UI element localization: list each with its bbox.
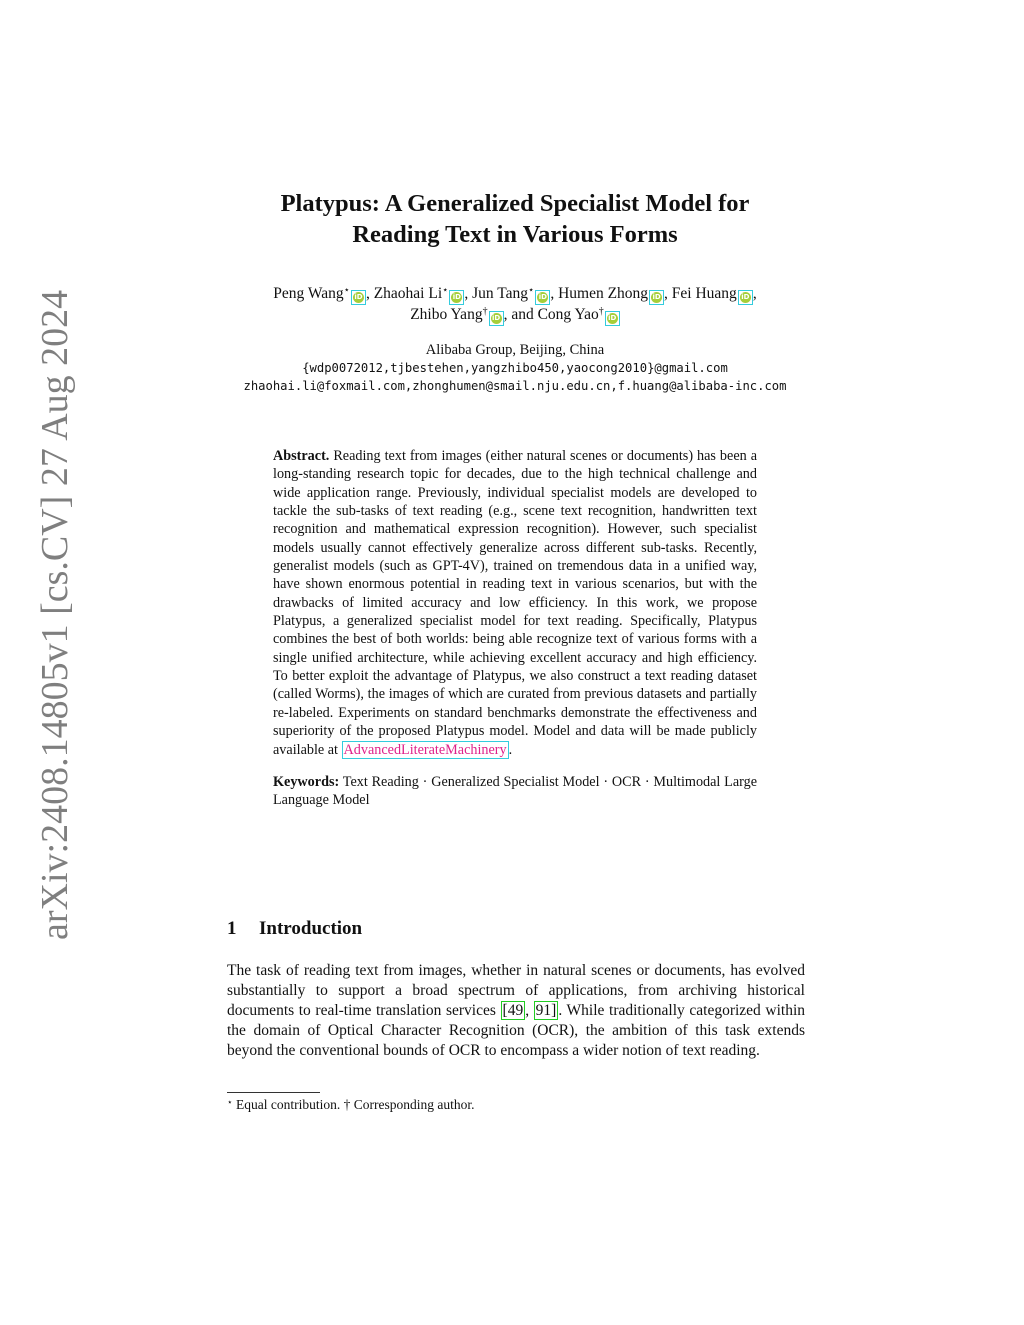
- orcid-icon[interactable]: iD: [449, 290, 464, 305]
- section-title: Introduction: [259, 918, 363, 939]
- author-name: Peng Wang: [273, 285, 344, 302]
- orcid-icon[interactable]: iD: [489, 311, 504, 326]
- abstract-label: Abstract.: [273, 448, 330, 464]
- section-heading: [227, 917, 362, 941]
- author-list: [160, 284, 870, 326]
- citation-link[interactable]: [49: [502, 1002, 524, 1019]
- abstract-block: [273, 447, 757, 810]
- affiliation-org: Alibaba Group, Beijing, China: [425, 342, 605, 358]
- intro-paragraph: The task of reading text from images, whether in natural scenes or documents, has evolved substantially to support a broad spectrum of applications, from archiving historical documents to real-time translation services [49 , 91] . While traditionally categorized within the domain of Optical Character Recognition (OCR), the ambition of this task extends beyond the conventional bounds of OCR to encompass a wider notion of text reading.: [227, 962, 806, 1059]
- email-line-1: {wdp0072012,tjbestehen,yangzhibo450,yaocong2010}@gmail.com: [302, 361, 728, 375]
- author-name: Cong Yao: [537, 306, 599, 323]
- author-line-2: Zhibo Yang† iD , and Cong Yao† iD: [160, 305, 870, 326]
- keywords-label: Keywords:: [273, 773, 340, 790]
- footnote-divider: [227, 1092, 320, 1093]
- citation-link[interactable]: 91]: [535, 1002, 557, 1019]
- orcid-icon[interactable]: iD: [535, 290, 550, 305]
- repository-link[interactable]: AdvancedLiterateMachinery: [343, 741, 507, 758]
- email-line-2: zhaohai.li@foxmail.com,zhonghumen@smail.nju.edu.cn,f.huang@alibaba-inc.com: [243, 379, 787, 393]
- arxiv-identifier-stamp: arXiv:2408.14805v1 [cs.CV] 27 Aug 2024: [34, 289, 76, 940]
- introduction-body: [227, 961, 805, 1061]
- affiliation-block: [160, 341, 870, 395]
- abstract-text: Reading text from images (either natural scenes or documents) has been a long-standing research topic for decades, due to the high technical challenge and wide application range. Previously, individual specialist models are developed to tackle the sub-tasks of text reading (e.g., scene text recognition, handwritten text recognition and mathematical expression recognition). However, such specialist models usually cannot effectively generalize across different sub-tasks. Recently, generalist models (such as GPT-4V), trained on tremendous data in a unified way, have shown enormous potential in reading text in various scenarios, but with the drawbacks of limited accuracy and low efficiency. In this work, we propose Platypus, a generalized specialist model for text reading. Specifically, Platypus combines the best of both worlds: being able recognize text of various forms with a single unified architecture, while achieving excellent accuracy and high efficiency. To better exploit the advantage of Platypus, we also construct a text reading dataset (called Worms), the images of which are curated from previous datasets and partially re-labeled. Experiments on standard benchmarks demonstrate the effectiveness and superiority of the proposed Platypus model. Model and data will be made publicly available at: [273, 448, 758, 758]
- keywords-text: Text Reading · Generalized Specialist Model · OCR · Multimodal Large Language Model: [273, 773, 758, 809]
- author-name: Humen Zhong: [558, 285, 649, 302]
- author-name: Zhaohai Li: [373, 285, 443, 302]
- author-mark: ⋆: [442, 285, 449, 296]
- author-name: Zhibo Yang: [410, 306, 483, 323]
- author-mark: †: [598, 306, 604, 317]
- title-line-2: Reading Text in Various Forms: [352, 221, 678, 248]
- keywords-paragraph: [273, 773, 757, 810]
- orcid-icon[interactable]: iD: [738, 290, 753, 305]
- section-number: 1: [227, 918, 237, 939]
- author-line-1: Peng Wang⋆ iD , Zhaohai Li⋆ iD , Jun Tang⋆ iD , Humen Zhong iD , Fei Huang iD ,: [160, 284, 870, 305]
- paper-title: [150, 188, 880, 250]
- author-name: Jun Tang: [472, 285, 529, 302]
- author-name: Fei Huang: [671, 285, 737, 302]
- author-mark: ⋆: [343, 285, 350, 296]
- orcid-icon[interactable]: iD: [649, 290, 664, 305]
- footnote-text: Equal contribution. † Corresponding author.: [232, 1097, 475, 1112]
- footnote-mark: ⋆: [227, 1097, 233, 1107]
- orcid-icon[interactable]: iD: [351, 290, 366, 305]
- footnote: [227, 1096, 474, 1114]
- author-mark: †: [482, 306, 488, 317]
- author-mark: ⋆: [528, 285, 535, 296]
- abstract-paragraph: Abstract. Reading text from images (either natural scenes or documents) has been a long-standing research topic for decades, due to the high technical challenge and wide application range. Previously, individual specialist models are developed to tackle the sub-tasks of text reading (e.g., scene text recognition, handwritten text recognition and mathematical expression recognition). However, such specialist models usually cannot effectively generalize across different sub-tasks. Recently, generalist models (such as GPT-4V), trained on tremendous data in a unified way, have shown enormous potential in reading text in various scenarios, but with the drawbacks of limited accuracy and low efficiency. In this work, we propose Platypus, a generalized specialist model for text reading. Specifically, Platypus combines the best of both worlds: being able recognize text of various forms with a single unified architecture, while achieving excellent accuracy and high efficiency. To better exploit the advantage of Platypus, we also construct a text reading dataset (called Worms), the images of which are curated from previous datasets and partially re-labeled. Experiments on standard benchmarks demonstrate the effectiveness and superiority of the proposed Platypus model. Model and data will be made publicly available at AdvancedLiterateMachinery .: [273, 448, 758, 758]
- orcid-icon[interactable]: iD: [605, 311, 620, 326]
- title-line-1: Platypus: A Generalized Specialist Model for: [280, 190, 750, 217]
